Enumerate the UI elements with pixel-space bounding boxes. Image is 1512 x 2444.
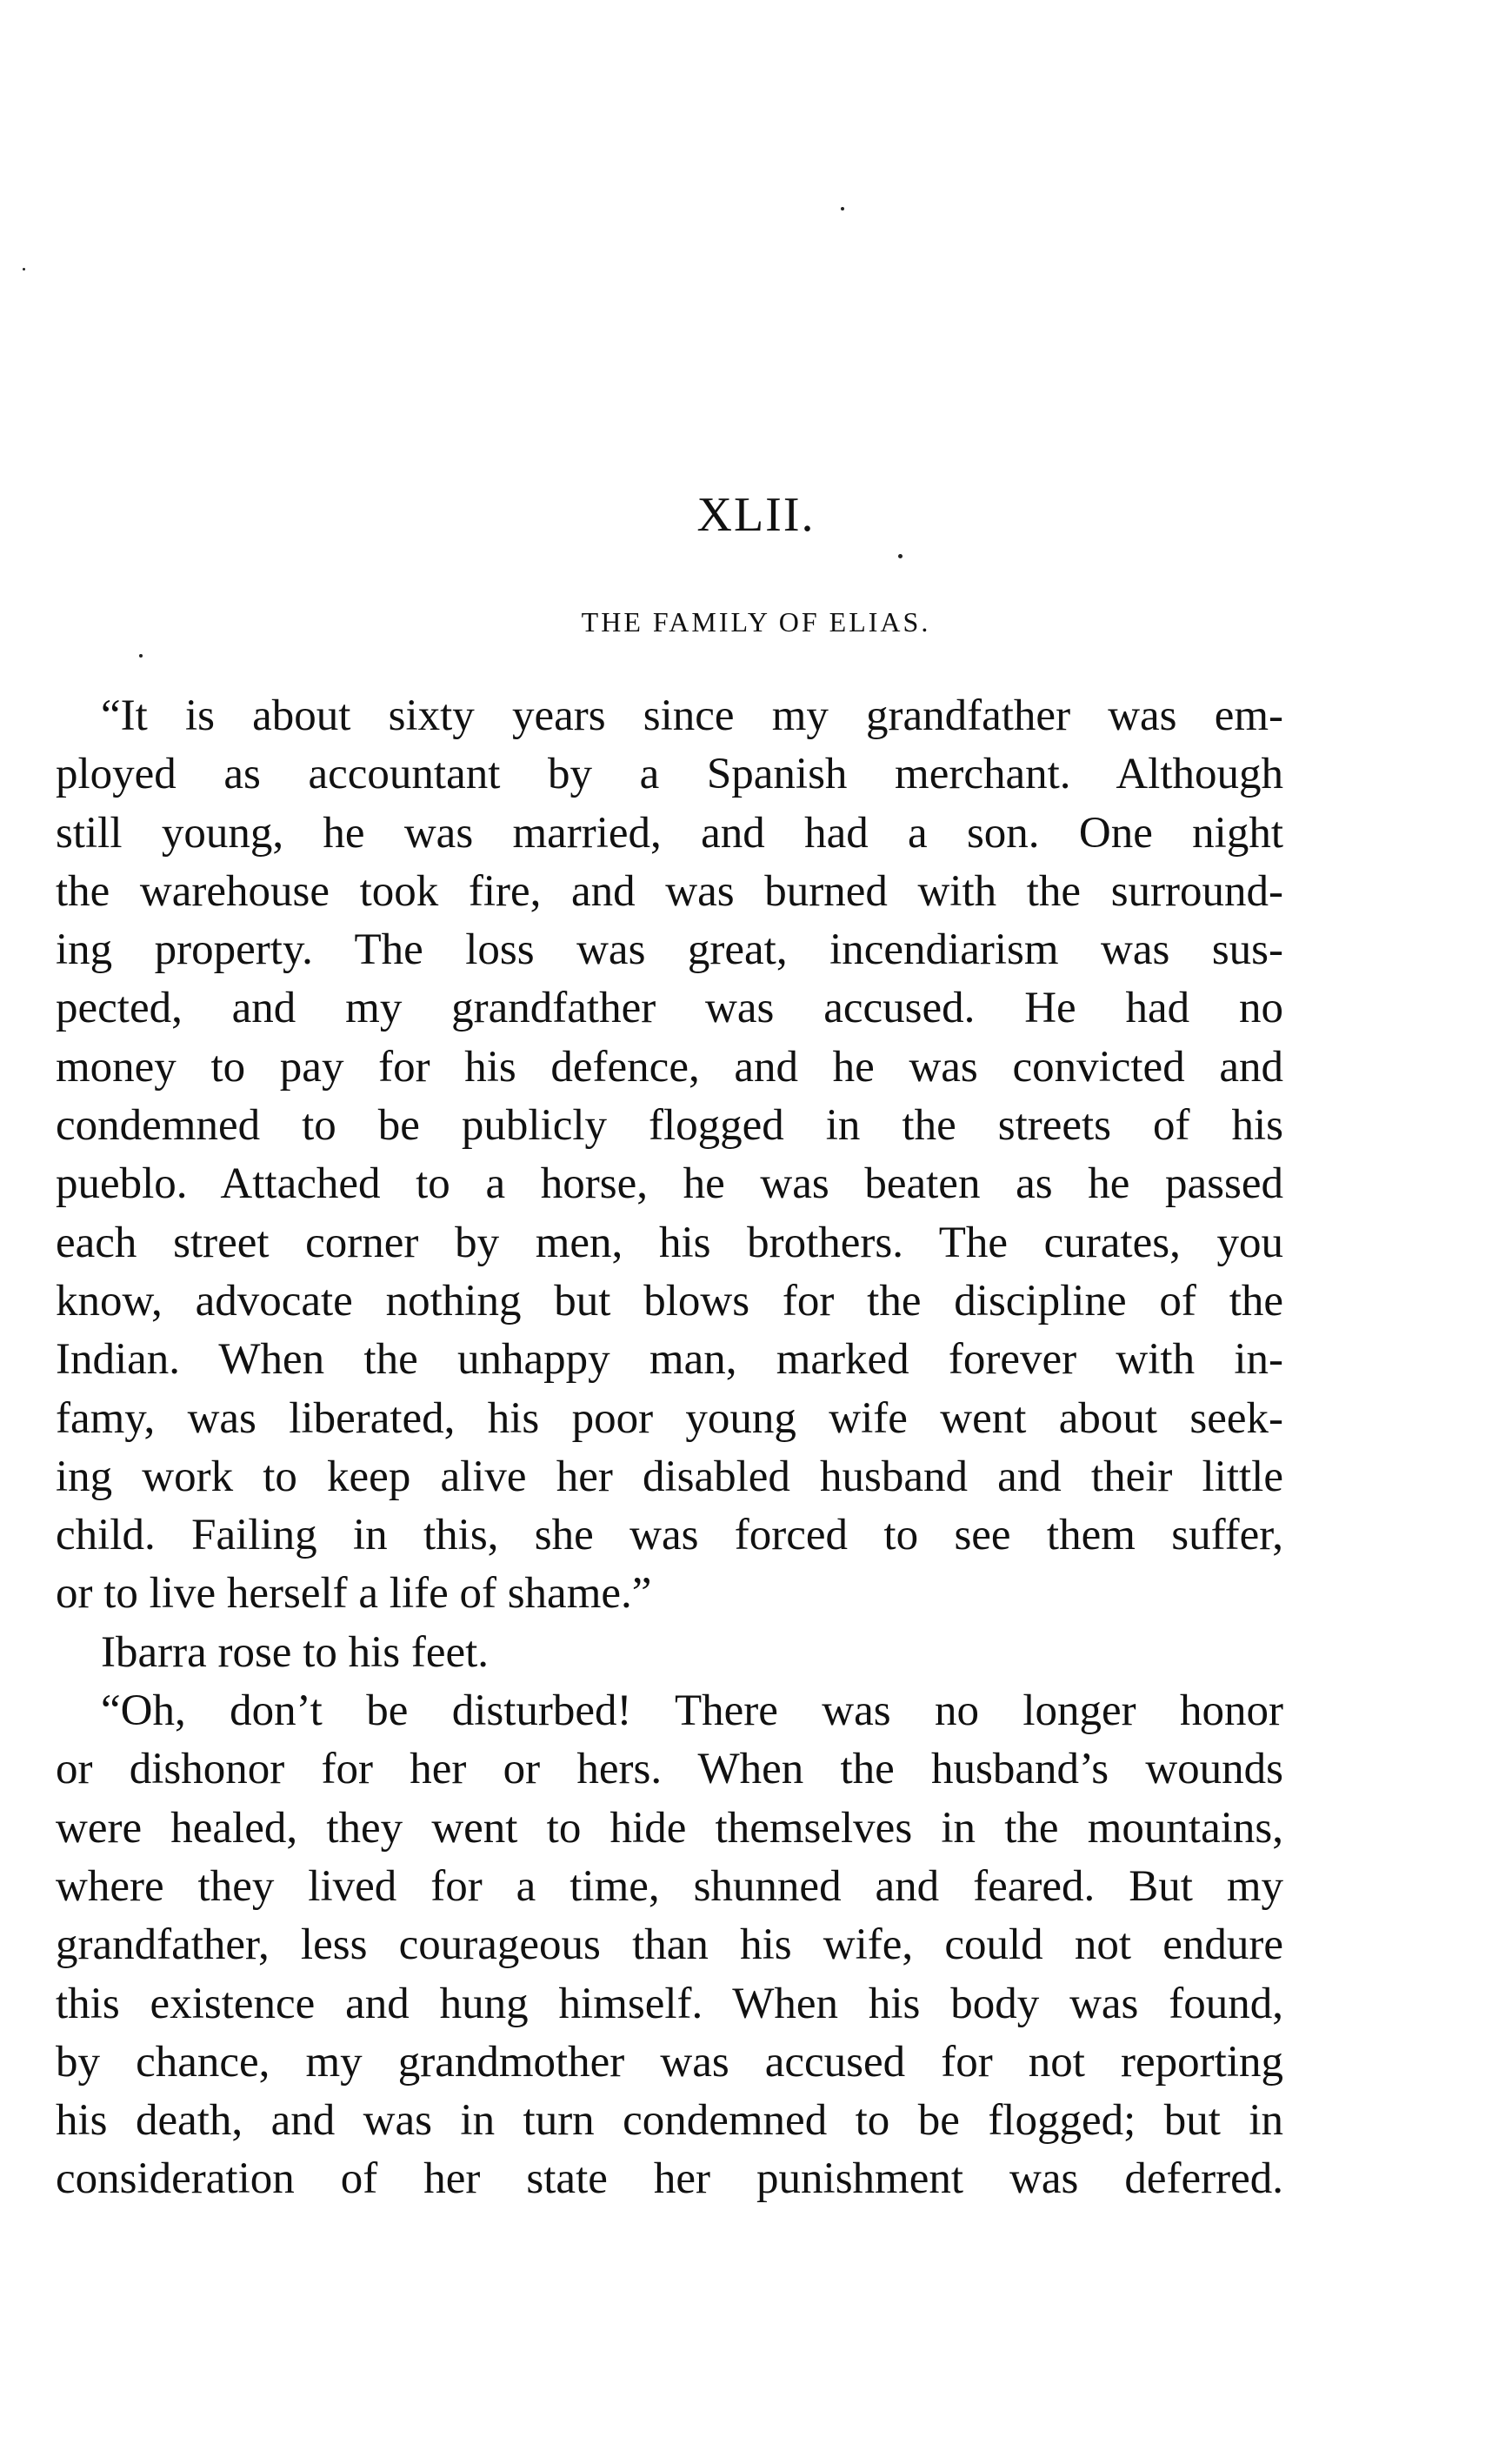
text-line: ployed as accountant by a Spanish merchant. Although — [56, 750, 1283, 799]
text-line: Indian. When the unhappy man, marked forever with in- — [56, 1335, 1283, 1385]
chapter-number: XLII. — [696, 488, 816, 542]
text-line: “It is about sixty years since my grandfather was em- — [101, 691, 1283, 740]
body-text — [56, 687, 1283, 2209]
text-line: know, advocate nothing but blows for the discipline of the — [56, 1276, 1283, 1326]
text-line: still young, he was married, and had a son. One night — [56, 808, 1283, 858]
text-line: each street corner by men, his brothers. The curates, you — [56, 1218, 1283, 1267]
text-line: his death, and was in turn condemned to be flogged; but in — [56, 2096, 1283, 2146]
text-line: the warehouse took fire, and was burned with the surround- — [56, 866, 1283, 916]
text-line: by chance, my grandmother was accused for not reporting — [56, 2037, 1283, 2087]
ink-speck — [139, 654, 143, 658]
text-line: money to pay for his defence, and he was convicted and — [56, 1042, 1283, 1092]
text-line: ing work to keep alive her disabled husband and their little — [56, 1452, 1283, 1501]
ink-speck — [841, 207, 844, 210]
text-line: pueblo. Attached to a horse, he was beaten as he passed — [56, 1159, 1283, 1209]
ink-speck — [23, 268, 25, 270]
text-line: condemned to be publicly flogged in the streets of his — [56, 1101, 1283, 1151]
text-line: grandfather, less courageous than his wife, could not endure — [56, 1920, 1283, 1970]
text-line: ing property. The loss was great, incendiarism was sus- — [56, 925, 1283, 975]
text-line: consideration of her state her punishment was deferred. — [56, 2154, 1283, 2204]
text-line: or dishonor for her or hers. When the husband’s wounds — [56, 1745, 1283, 1794]
text-line: or to live herself a life of shame.” — [56, 1569, 652, 1619]
text-line: where they lived for a time, shunned and feared. But my — [56, 1861, 1283, 1911]
text-line: “Oh, don’t be disturbed! There was no longer honor — [101, 1686, 1283, 1736]
chapter-title: THE FAMILY OF ELIAS. — [581, 606, 931, 638]
text-line: this existence and hung himself. When his body was found, — [56, 1979, 1283, 2028]
text-line: Ibarra rose to his feet. — [101, 1627, 490, 1677]
ink-speck — [898, 554, 903, 558]
text-line: famy, was liberated, his poor young wife went about seek- — [56, 1393, 1283, 1443]
text-line: child. Failing in this, she was forced to see them suffer, — [56, 1511, 1283, 1560]
text-line: were healed, they went to hide themselves in the mountains, — [56, 1803, 1283, 1853]
text-line: pected, and my grandfather was accused. He had no — [56, 984, 1283, 1033]
